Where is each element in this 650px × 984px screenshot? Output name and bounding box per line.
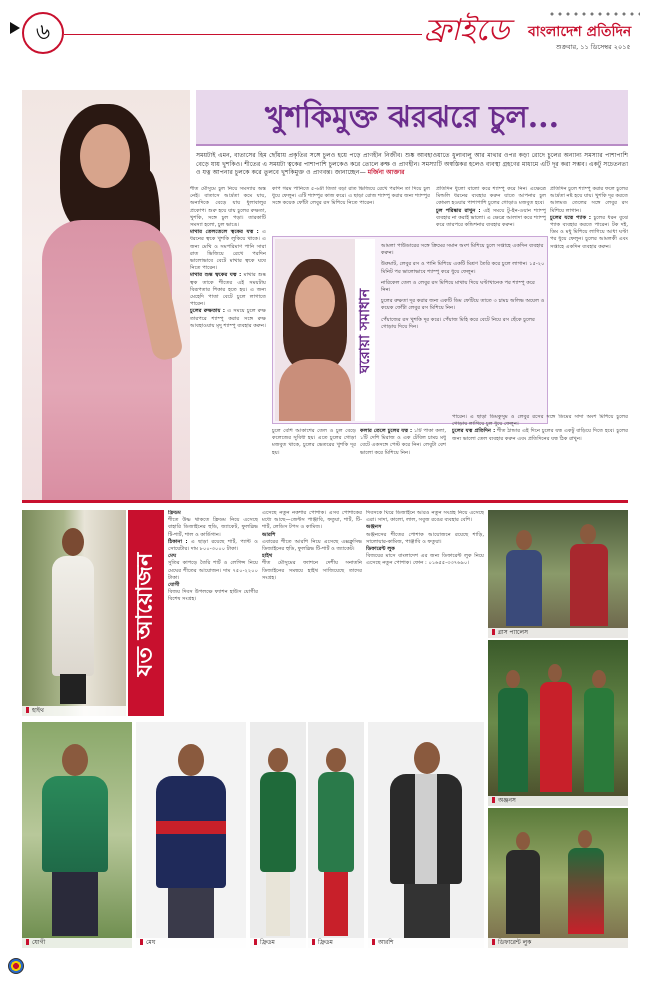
a2-col3-heading1: অঞ্জনস — [366, 524, 382, 531]
a2-col3-text: দিবসকে ঘিরে ডিজাইনে আরও নতুন সংগ্রহ নিয়ে এসেছে এরা। সাদা, কালো, লাল, সবুজ রঙের ব্যবহার বেশি। — [366, 510, 484, 524]
page-number-badge — [22, 12, 64, 54]
anjans-photo — [488, 640, 628, 806]
header — [0, 0, 650, 62]
arshi-pants — [404, 884, 450, 938]
article1-col1 — [190, 186, 266, 492]
paper-name: বাংলাদেশ প্রতিদিন — [528, 24, 632, 40]
mid-heading1: কলার তেলে চুলের যত্ন : — [360, 428, 413, 434]
article2-col3 — [366, 510, 484, 722]
anj-p3-head — [592, 670, 606, 688]
article1-lead — [196, 152, 628, 178]
a2-col1-para4: বিজয় দিবস উপলক্ষে ফ্যাশন হাউস যোগীর বিশেষ সংগ্রহ। — [168, 589, 258, 603]
a2-col1-heading2: ঠিকানা : — [168, 538, 188, 545]
jogi-caption: যোগী — [22, 938, 132, 948]
article1-mid-left — [272, 428, 356, 492]
freedom1-head — [268, 748, 288, 772]
article1-right — [452, 414, 628, 492]
glass-palace-photo — [488, 510, 628, 638]
anj-p1-body — [498, 688, 528, 792]
arshi-photo — [368, 722, 484, 948]
freedom1-legs — [266, 872, 290, 936]
a2-col1-para2: এ ছাড়া রয়েছে শার্ট, প্যান্ট ও সোয়েটার। দাম ৮০০-৩০০০ টাকা। — [168, 538, 258, 553]
different-look-caption: ডিফারেন্ট লুক — [488, 938, 628, 948]
a2-col1-heading1: ফ্রিডম — [168, 510, 181, 516]
tips-list — [381, 243, 545, 331]
article1-col4 — [550, 186, 628, 410]
section-divider — [22, 500, 628, 503]
a2-col1-para1: শীতে উষ্ণ থাকতে ফ্রিডম নিয়ে এসেছে বাহারি ডিজাইনের হুডি, জ্যাকেট, ফুলস্লিভ টি-শার্ট, শাল ও কার্ডিগান। — [168, 517, 258, 538]
a2-col2-para1: এবারের শীতে আরশি নিয়ে এসেছে এক্সক্লুসিভ ডিজাইনের হুডি, ফুলস্লিভ টি-শার্ট ও জ্যাকেট। — [262, 538, 362, 553]
article2-title: যত আয়োজন — [131, 552, 158, 677]
anjans-caption: অঞ্জনস — [488, 796, 628, 806]
remedy-face — [295, 275, 335, 327]
a2-col3-para1: অঞ্জনসের শীতের পোশাক আয়োজনে রয়েছে শাড়ি, সালোয়ার-কামিজ, পাঞ্জাবি ও ফতুয়া। — [366, 531, 484, 545]
col4-text: প্রতিদিন চুলে শ্যাম্পু করার ফলে চুলের আর্দ্রতা নষ্ট হয়ে যায়। খুশকি দূর করতে আলমণ্ড তেলের সঙ্গে লেবুর রস মিশিয়ে লাগান। — [550, 186, 628, 214]
page-number: ৬ — [35, 20, 51, 45]
tip-item: পেঁয়াজের রস খুশকি দূর করে। পেঁয়াজ মিহি করে বেটে নিয়ে রস ছেঁকে চুলের গোড়ায় দিয়ে দিন। — [381, 316, 535, 330]
col1-para2: মাথার শুষ্ক ত্বক তাকে শীতের এই সময়টায় বিরূপতার শিকার হতে হয়। এ জন্য মেহেদি পাতা বেটে চুলে লাগাতে পারেন। — [190, 272, 266, 308]
hithe-model-dress — [52, 556, 94, 676]
dl-p2-body — [568, 848, 604, 934]
a2-col1-heading4: যোগী — [168, 582, 180, 589]
glass-palace-caption: গ্লাস প্যালেস — [488, 628, 628, 638]
right-text: পারেন। এ ছাড়া ডিমকুসুম ও লেবুর রসের সঙ্গে ডিমের সাদা অংশ মিশিয়ে চুলের গোড়ায় লাগিয়ে চুল ধুয়ে ফেলুন। — [452, 414, 628, 428]
tip-item: চুলের রুক্ষতা দূর করার জন্য একটি ডিম ফেটিয়ে তাতে ৩ চামচ অলিভ অয়েল ও কয়েক ফোঁটা লেবুর রস মিশিয়ে নিন। — [381, 298, 545, 312]
col1-heading2: মাথার শুষ্ক ত্বকের যত্ন : — [190, 272, 242, 279]
section-name: ফ্রাইডে — [424, 13, 510, 48]
mid-text: চুলে বেশি আকাশের তেল ও চুল বেড়ে কলেজের সুবিধা হয়। এতে চুলের গোড়া মজবুত থাকে, চুলের ভেতরের খুশকি দূর হয়। — [272, 428, 356, 456]
megh-photo — [136, 722, 246, 948]
article2-col2 — [262, 510, 362, 722]
article1-col2 — [272, 186, 430, 234]
a2-col2-text: এসেছে নতুন নকশার পোশাক। এসব পোশাকের মধ্যে আছে—জেন্টস পাঞ্জাবি, ফতুয়া, শার্ট, টি-শার্ট, লেডিস টপস ও কামিজ। — [262, 510, 362, 531]
author-name: মর্জিনা আক্তার — [367, 169, 405, 177]
col4-heading1: চুলের যত্নে প্যাক : — [550, 214, 591, 221]
gp-man1-body — [506, 550, 542, 626]
right-para1: শীত ঠান্ডার এই দিনে চুলের যত্ন একটু বাড়িয়ে দিতে হবে। চুলের জন্য ভালো তেল ব্যবহার করুন এবং প্রতিদিনের যত্ন ঠিক রাখুন। — [452, 428, 628, 442]
a2-col2-heading1: আরশি — [262, 531, 276, 538]
megh-caption: মেঘ — [136, 938, 246, 948]
megh-jacket — [156, 776, 226, 888]
tip-item: নারিকেল তেল ও লেবুর রস মিশিয়ে মাথায় দিয়ে ঘণ্টাখানেক পর শ্যাম্পু করে নিন। — [381, 279, 535, 294]
col1-para3: এ সময়ে চুলে রুক্ষ তারপরে শ্যাম্পু করার সঙ্গে রুক্ষ আবহাওয়ায় মৃদু শ্যাম্পু ব্যবহার করুন। — [190, 308, 266, 329]
article1-mid-right — [360, 428, 446, 492]
arshi-head — [414, 742, 440, 774]
remedy-shoulders — [279, 359, 351, 421]
freedom2-legs — [324, 872, 348, 936]
dl-p2-head — [578, 830, 592, 848]
jogi-head — [62, 744, 88, 776]
remedy-sidebar — [272, 236, 548, 424]
a2-col1-para3: সুতির কাপড়ে তৈরি শার্ট ও লেগিন্স নিয়ে মেঘের শীতের আয়োজন। দাম ৭৫০-২২০০ টাকা। — [168, 560, 258, 581]
a2-col2-para2: শীত মৌসুমের ফ্যাশনে দেশীয় সনাতনি ডিজাইনের সমন্বয়ে হাইথ সাজিয়েছে তাদের সংগ্রহ। — [262, 560, 362, 581]
col3-text: প্রতিদিন ধুলো বালো করে শ্যাম্পু করে নিন। এক্ষেত্রে মিল্ডলি ধরনের ব্যবহার করুন যাতে আপনার চুল কোমল হওয়ার পাশাপাশি চুলের গোড়াও মজবুত হবে। — [436, 186, 546, 207]
col1-para1: এ ধরনের ত্বকে খুশকি লুকিয়ে থাকে। এ জন্য মেথি ও সমপরিমাণ পানি সারা রাত ভিজিয়ে রেখে পরদিন ভালোভাবে বেটে মাথার ত্বকে ঘষে নিতে পারেন। — [190, 229, 266, 272]
registration-mark-icon — [8, 958, 24, 974]
sidebar-title-strip — [355, 239, 375, 421]
gp-man2-body — [570, 544, 608, 626]
freedom1-caption: ফ্রিডম — [250, 938, 306, 948]
col2-text: কাপ গরম পানিতে ৫-৬টা তিতা বড়া রাত ভিজিয়ে রেখে পরদিন তা দিয়ে চুল ধুয়ে ফেলুন। এটি শ্যাম্পুর কাজ করে। এ ছাড়া রোজ শ্যাম্পু করার জন্য শ্যাম্পুর সঙ্গে কয়েক ফোঁটা লেবুর রস মিশিয়ে নিতে পারেন। — [272, 186, 430, 207]
header-rule — [64, 34, 422, 35]
freedom2-caption: ফ্রিডম — [308, 938, 364, 948]
a2-col2-heading2: হাইথ — [262, 553, 273, 560]
jogi-hoodie — [42, 776, 108, 872]
model-photo — [22, 90, 190, 500]
anj-p3-body — [584, 688, 614, 792]
tip-item: উরুমাট, লেবুর রস ও পানি মিশিয়ে একটি মিশ্রণ তৈরি করে চুলে লাগান। ১৫-২০ মিনিট পর ভালোভাবে শ্যাম্পু করে ধুয়ে ফেলুন। — [381, 261, 545, 275]
arrow-icon — [10, 22, 20, 34]
model-face — [80, 124, 130, 188]
hithe-model-head — [62, 528, 84, 556]
gp-man1-head — [516, 530, 532, 550]
jogi-pants — [52, 872, 98, 936]
freedom1-photo — [250, 722, 306, 948]
col3-para1: এই সময়ে টু-ইন-ওয়ান শ্যাম্পু ব্যবহার না করাই ভালো। এ ক্ষেত্রে আলাদা করে শ্যাম্পু করে তারপরে কন্ডিশনার ব্যবহার করুন। — [436, 207, 546, 229]
col3-heading1: চুল পরিষ্কার রাখুন : — [436, 207, 481, 214]
issue-date: শুক্রবার, ১১ ডিসেম্বর ২০১৫ — [556, 43, 631, 51]
mid-para1: ১টি পাকা কলা, ১টি দেশি মিরাজ ও এক টেবিল চামচ মধু বেটে একসঙ্গে পেস্ট করে নিন। লেবুটা বেশ ভালো করে মিশিয়ে নিন। — [360, 428, 446, 456]
anj-p2-head — [548, 664, 562, 682]
freedom2-head — [326, 748, 346, 772]
megh-pants — [168, 888, 214, 938]
article1-title-box — [196, 90, 628, 146]
remedy-photo — [275, 239, 355, 421]
a2-col3-heading2: ডিফারেন্ট লুক — [366, 546, 395, 553]
right-heading1: চুলের যত্ন প্রতিদিন : — [452, 428, 496, 435]
col1-heading3: চুলের রুক্ষতায় : — [190, 308, 225, 315]
article1-title: খুশকিমুক্ত ঝরঝরে চুল... — [264, 100, 560, 135]
anj-p2-body — [540, 682, 572, 792]
dl-p1-head — [516, 832, 530, 850]
lead-text: সময়টাই এমন, বাতাসের হিম ছোঁয়ায় প্রকৃতির সঙ্গে চুলও হয়ে পড়ে প্রাণহীন নির্জীব। শুষ্ক আবহাওয়াতে ধুলাবালু আর মাথার ওপর কড়া রোদে চুলের অন্যান্য সমস্যার পাশাপাশি বেড়ে যায় খুশকিও। শীতের এ সময়টা ত্বকের পাশাপাশি চুলকেও করে তোলে রুক্ষ ও প্রাণহীন। সমস্যাটি অস্বস্তিকর হলেও ব্যবস্থা গ্রহণের মাধ্যমে এটি দূর করা সম্ভব। একটু সচেতনতা ও যত্ন আপনার চুলকে করে তুলবে খুশকিমুক্ত ও প্রাণবন্ত। জানাচ্ছেন— — [196, 152, 628, 177]
dl-p1-body — [506, 850, 540, 934]
hithe-caption: হাইথ — [22, 706, 126, 716]
freedom2-dress — [318, 772, 354, 872]
a2-col1-heading3: মেঘ — [168, 553, 177, 560]
jogi-photo — [22, 722, 132, 948]
tip-item: আমলা পাউডারের সঙ্গে ক্রিমের সমান অংশ মিশিয়ে চুলে সপ্তাহে একদিন ব্যবহার করুন। — [381, 243, 544, 257]
hithe-photo — [22, 510, 126, 716]
hithe-model-legs — [60, 674, 86, 704]
different-look-photo — [488, 808, 628, 948]
article2-title-tab — [128, 510, 164, 716]
article2-col1 — [168, 510, 258, 722]
anj-p1-head — [506, 670, 520, 688]
megh-head — [178, 744, 204, 776]
a2-col3-para2: বিজয়ের মাসে বাংলাদেশ এর জন্য ডিফারেন্ট লুক নিয়ে এসেছে নতুন পোশাক। ফোন : ০১৬৫৫-৩৩৭৬৯০। — [366, 553, 484, 567]
gp-man2-head — [580, 524, 596, 544]
col4-para1: চুলের ধরন বুঝে প্যাক ব্যবহার করতে পারেন। টক দই, ডিম ও মধু মিশিয়ে লাগিয়ে আধা ঘণ্টা পর ধুয়ে ফেলুন। চুলের আমলকী এবং সপ্তাহে একদিন ব্যবহার করুন। — [550, 214, 628, 250]
arshi-jacket — [390, 774, 462, 884]
col1-heading1: মাথার তেলতেলে ত্বকের যত্ন : — [190, 229, 259, 236]
header-dots — [548, 12, 640, 16]
sidebar-title: ঘরোয়া সমাধান — [357, 288, 373, 374]
arshi-caption: আরশি — [368, 938, 484, 948]
freedom1-dress — [260, 772, 296, 872]
col1-text: শীত মৌসুমে চুল নিয়ে সমস্যার অন্ত নেই। বাতাসে আর্দ্রতা কমে যায়, অন্যদিকে বেড়ে যায় ধুলাবালুর প্রকোপ। শুরু হয়ে যায় চুলের রুক্ষতা, খুশকি, সঙ্গে চুল পড়া। তারকাটি সমস্যা হলো, চুল ভাঙে। — [190, 186, 266, 229]
freedom2-photo — [308, 722, 364, 948]
